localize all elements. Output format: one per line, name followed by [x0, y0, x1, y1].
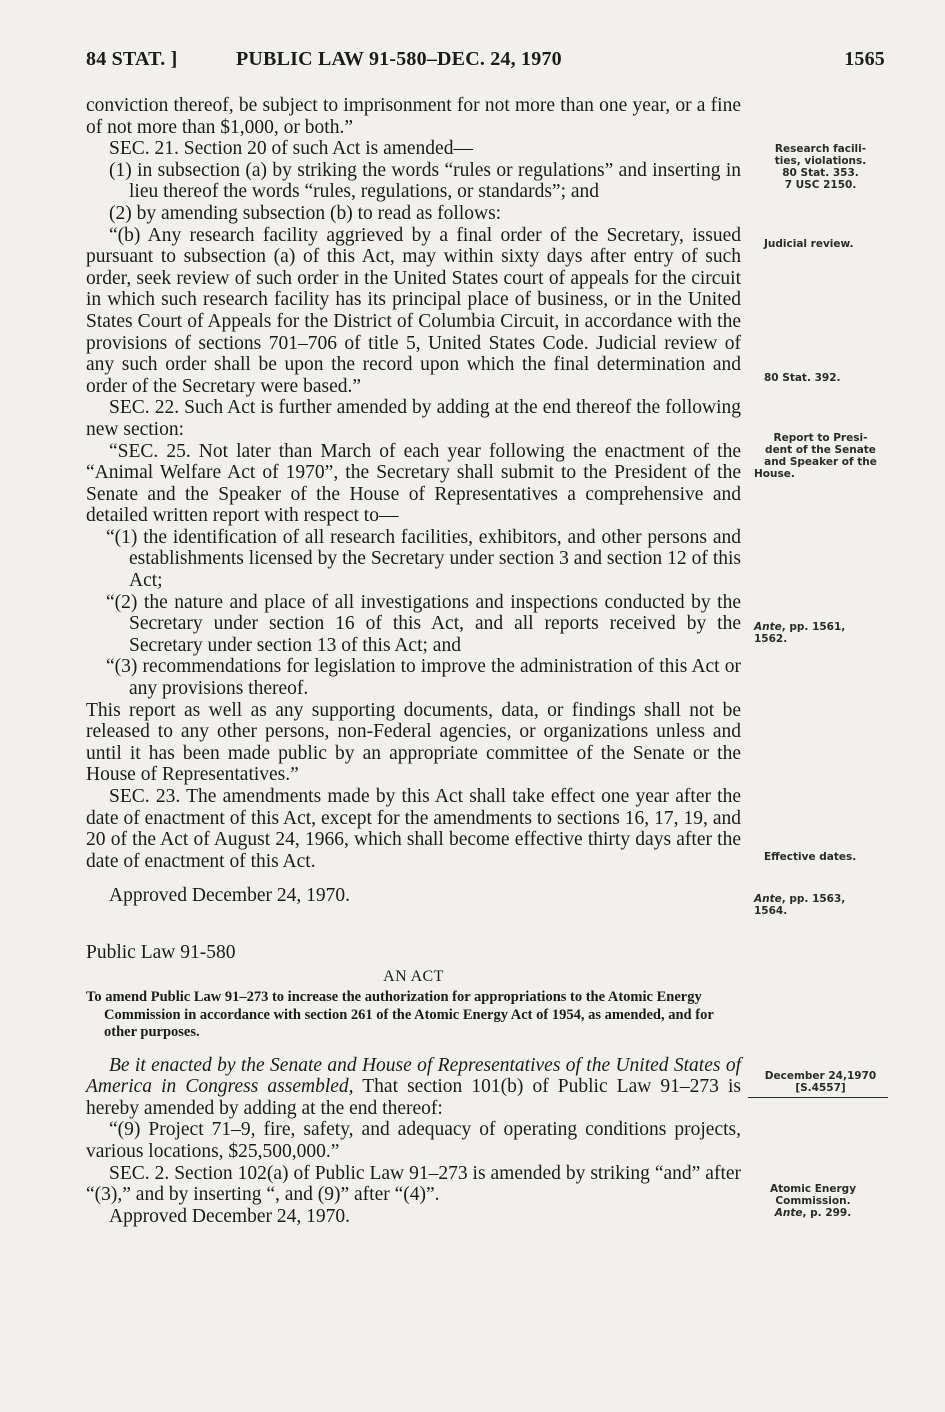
- note-80-stat-392: 80 Stat. 392.: [764, 372, 841, 384]
- section-21-label: SEC. 21.: [109, 138, 179, 160]
- section-25-item-1: “(1) the identification of all research facilities, exhibitors, and other persons and establishments licensed by the Secretary under section 3 and section 12 of this Act;: [106, 526, 741, 592]
- section-2: [86, 1163, 741, 1206]
- project-item-9: “(9) Project 71–9, fire, safety, and adequacy of operating conditions projects, various locations, $25,500,000.”: [86, 1119, 741, 1163]
- running-title: PUBLIC LAW 91-580–DEC. 24, 1970: [236, 48, 562, 70]
- section-23-label: SEC. 23.: [109, 786, 181, 807]
- an-act-heading: AN ACT: [383, 967, 444, 985]
- section-25-label: “SEC. 25.: [109, 440, 191, 462]
- section-25-item-3: “(3) recommendations for legislation to improve the administration of this Act or any provisions thereof.: [106, 656, 741, 700]
- section-22-text: Such Act is further amended by adding at the end thereof the following new section:: [86, 397, 742, 440]
- enacting-clause: [86, 1055, 741, 1120]
- section-25: [86, 441, 741, 527]
- approval-line-1: Approved December 24, 1970.: [109, 885, 350, 907]
- section-21-clause-2: (2) by amending subsection (b) to read as follows:: [109, 202, 502, 224]
- section-25-closing: This report as well as any supporting documents, data, or findings shall not be released to any other persons, non-Federal agencies, or organizations unless and until it has been made public by an appropriate committee of the Senate or the House of Representatives.”: [86, 699, 741, 786]
- section-25-item-2: “(2) the nature and place of all investigations and inspections conducted by the Secretary under section 16 of this Act, and all reports received by the Secretary under section 13 of this Act; and: [106, 591, 741, 656]
- note-research-facilities: Research facili- ties, violations. 80 Stat. 353. 7 USC 2150.: [774, 143, 867, 191]
- note-bill-date: December 24,1970 [S.4557]: [748, 1070, 893, 1098]
- section-21-clause-1: (1) in subsection (a) by striking the words “rules or regulations” and inserting in lieu thereof the words “rules, regulations, or standards”; and: [109, 159, 741, 203]
- section-21-text: Section 20 of such Act is amended—: [178, 138, 473, 160]
- section-22: [86, 397, 741, 440]
- note-judicial-review: Judicial review.: [764, 238, 854, 250]
- note-ante-1563: Ante, pp. 1563, 1564.: [754, 893, 846, 917]
- public-law-id: Public Law 91-580: [86, 941, 236, 963]
- section-21-subsection-b: “(b) Any research facility aggrieved by a final order of the Secretary, issued pursuant to subsection (a) of this Act, may within sixty days after entry of such order, seek review of such order in the United States court of appeals for the circuit in which such research facility has its principal place of business, or in the United States Court of Appeals for the District of Columbia Circuit, in accordance with the provisions of sections 701–706 of title 5, United States Code. Judicial review of any such order shall be upon the record upon which the final determination and order of the Secretary were based.”: [86, 224, 741, 397]
- note-ante-1561: Ante, pp. 1561, 1562.: [754, 621, 846, 645]
- page-header: [86, 48, 885, 76]
- section-23: [86, 786, 741, 872]
- note-aec: Atomic Energy Commission. Ante, p. 299.: [769, 1183, 857, 1219]
- approval-line-2: Approved December 24, 1970.: [109, 1205, 350, 1227]
- section-22-label: SEC. 22.: [109, 397, 180, 419]
- act-purpose: To amend Public Law 91–273 to increase the authorization for appropriations to the Atomic Energy Commission in accordance with section 261 of the Atomic Energy Act of 1954, as amended, and for other purposes.: [86, 989, 714, 1041]
- enacting-text: That section 101(b) of Public Law 91–273 is hereby amended by adding at the end thereof:: [86, 1076, 741, 1119]
- paragraph-conviction: conviction thereof, be subject to imprisonment for not more than one year, or a fine of not more than $1,000, or both.”: [86, 95, 741, 138]
- section-21: [86, 138, 741, 160]
- section-25-text: Not later than March of each year following the enactment of the “Animal Welfare Act of 1970”, the Secretary shall submit to the President of the Senate and the Speaker of the House of Representatives a comprehensive and detailed written report with respect to—: [86, 440, 741, 527]
- section-23-text: The amendments made by this Act shall take effect one year after the date of enactment of this Act, except for the amendments to sections 16, 17, 19, and 20 of the Act of August 24, 1966, which shall become effective thirty days after the date of enactment of this Act.: [86, 786, 742, 872]
- statute-volume: 84 STAT. ]: [86, 48, 178, 70]
- bill-underline: [748, 1097, 888, 1098]
- note-report-to-president: Report to Presi- dent of the Senate and Speaker of the House.: [754, 432, 877, 480]
- note-effective-dates: Effective dates.: [764, 851, 857, 863]
- main-text: [86, 95, 741, 1227]
- section-2-label: SEC. 2.: [109, 1162, 170, 1184]
- enacting-formula: Be it enacted by the Senate and House of Representatives of the United States of America in Congress assembled,: [86, 1054, 741, 1098]
- section-2-text: Section 102(a) of Public Law 91–273 is amended by striking “and” after “(3),” and by inserting “, and (9)” after “(4)”.: [86, 1162, 742, 1206]
- page-number: 1565: [844, 48, 885, 70]
